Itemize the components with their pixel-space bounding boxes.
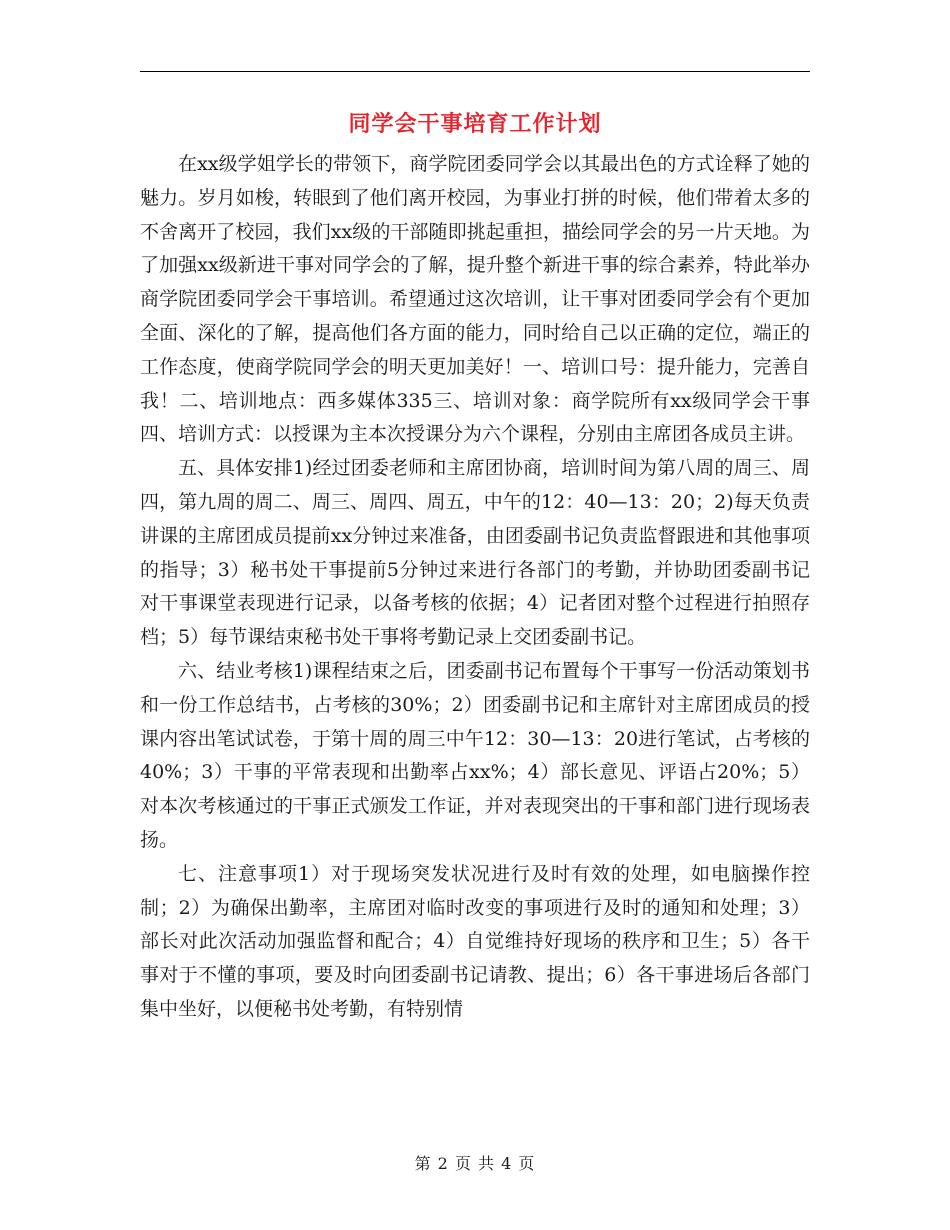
document-body (140, 148, 810, 1027)
header-rule (140, 71, 810, 72)
paragraph-intro: 在xx级学姐学长的带领下，商学院团委同学会以其最出色的方式诠释了她的魅力。岁月如梭，转眼到了他们离开校园，为事业打拼的时候，他们带着太多的不舍离开了校园，我们xx级的干部随即挑起重担，描绘同学会的另一片天地。为了加强xx级新进干事对同学会的了解，提升整个新进干事的综合素养，特此举办商学院团委同学会干事培训。希望通过这次培训，让干事对团委同学会有个更加全面、深化的了解，提高他们各方面的能力，同时给自己以正确的定位，端正的工作态度，使商学院同学会的明天更加美好！一、培训口号：提升能力，完善自我！二、培训地点：西多媒体335三、培训对象：商学院所有xx级同学会干事四、培训方式：以授课为主本次授课分为六个课程，分别由主席团各成员主讲。 (140, 153, 810, 446)
page-number-footer: 第 2 页 共 4 页 (414, 1154, 536, 1173)
paragraph-assessment: 六、结业考核1)课程结束之后，团委副书记布置每个干事写一份活动策划书和一份工作总结书，占考核的30%；2）团委副书记和主席针对主席团成员的授课内容出笔试试卷，于第十周的周三中午12：30—13：20进行笔试，占考核的40%；3）干事的平常表现和出勤率占xx%；4）部长意见、评语占20%；5）对本次考核通过的干事正式颁发工作证，并对表现突出的干事和部门进行现场表扬。 (140, 659, 810, 851)
paragraph-notes: 七、注意事项1）对于现场突发状况进行及时有效的处理，如电脑操作控制；2）为确保出勤率，主席团对临时改变的事项进行及时的通知和处理；3）部长对此次活动加强监督和配合；4）自觉维持好现场的秩序和卫生；5）各干事对于不懂的事项，要及时向团委副书记请教、提出；6）各干事进场后各部门集中坐好，以便秘书处考勤，有特别情 (140, 862, 810, 1020)
document-title: 同学会干事培育工作计划 (348, 111, 602, 137)
paragraph-schedule: 五、具体安排1)经过团委老师和主席团协商，培训时间为第八周的周三、周四，第九周的周二、周三、周四、周五，中午的12：40—13：20；2)每天负责讲课的主席团成员提前xx分钟过来准备，由团委副书记负责监督跟进和其他事项的指导；3）秘书处干事提前5分钟过来进行各部门的考勤，并协助团委副书记对干事课堂表现进行记录，以备考核的依据；4）记者团对整个过程进行拍照存档；5）每节课结束秘书处干事将考勤记录上交团委副书记。 (140, 457, 810, 649)
